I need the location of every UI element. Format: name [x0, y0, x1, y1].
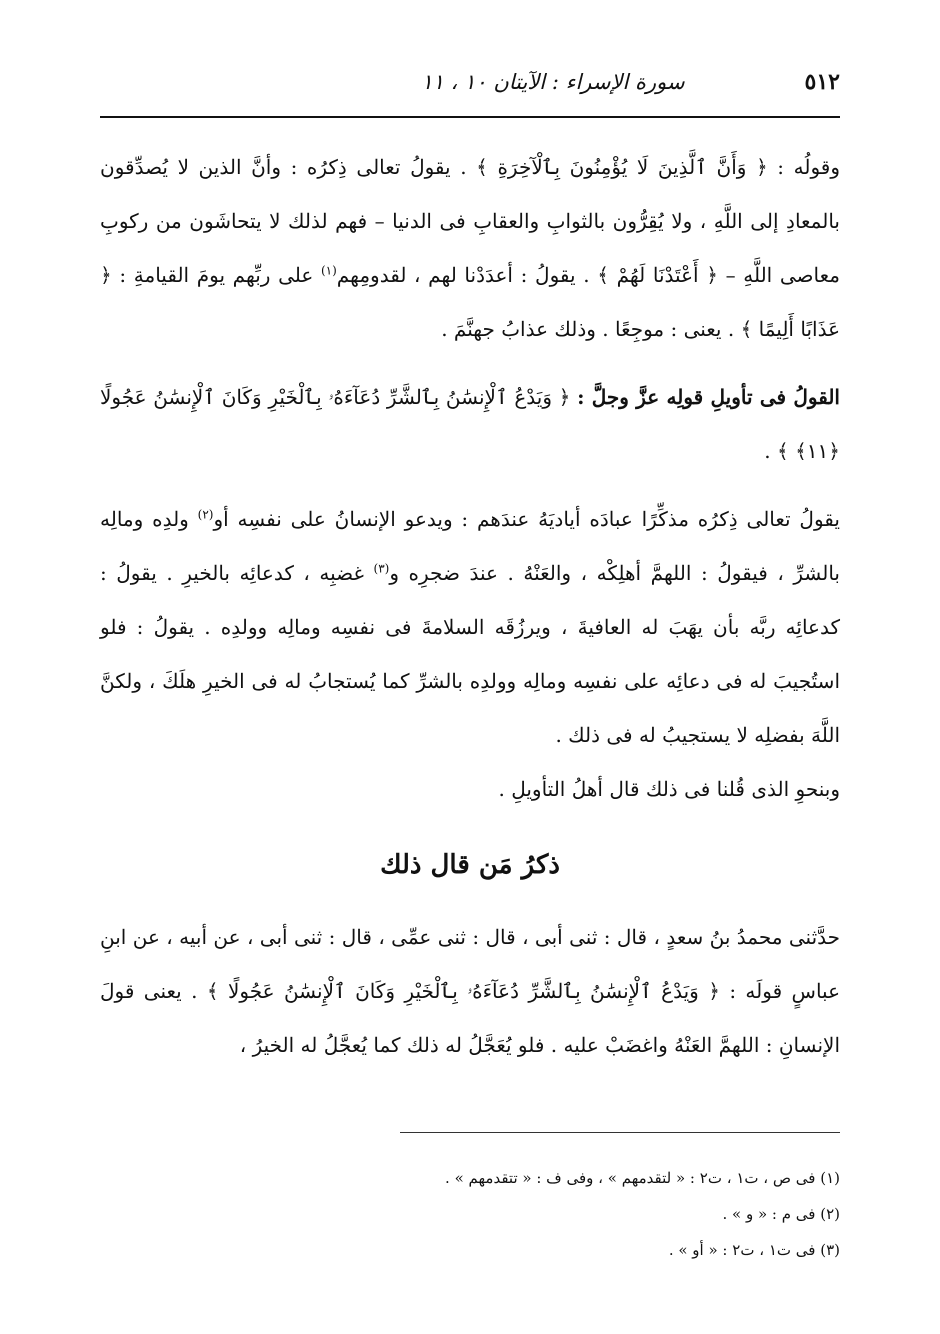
paragraph-2 — [100, 370, 840, 478]
paragraph-1 — [100, 140, 840, 356]
paragraph-3-b: ولدِه ومالِه بالشرِّ ، فيقولُ : اللهمَّ أهلِكْه ، والعَنْهُ . عندَ ضجرِه و — [100, 507, 840, 585]
running-title: سورة الإسراء : الآيتان ١٠ ، ١١ — [421, 70, 685, 94]
footnote-rule — [400, 1132, 840, 1133]
footnote-1: (١) فى ص ، ت١ ، ت٢ : « لتقدمهم » ، وفى ف : « تتقدمهم » . — [445, 1169, 840, 1187]
footnotes — [100, 1160, 840, 1268]
quran-verse-2: ﴿ وَيَدْعُ ٱلْإِنسَٰنُ بِٱلشَّرِّ دُعَآءَهُۥ بِٱلْخَيْرِ وَكَانَ ٱلْإِنسَٰنُ عَجُولًا ﴾ . — [191, 979, 730, 1003]
paragraph-5-a: حدَّثنى محمدُ بنُ سعدٍ ، قال : ثنى أبى ، قال : ثنى عمِّى ، قال : ثنى أبى ، عن أبيه ، عن ابنِ عباسٍ قولَه : — [100, 925, 841, 1003]
paragraph-1-end: على ربِّهم يومَ القيامةِ : ﴿ عَذَابًا أَلِيمًا ﴾ . يعنى : موجِعًا . وذلك عذابُ جهنَّمَ . — [100, 263, 840, 341]
quran-verse: ﴿ وَيَدْعُ ٱلْإِنسَٰنُ بِٱلشَّرِّ دُعَآءَهُۥ بِٱلْخَيْرِ وَكَانَ ٱلْإِنسَٰنُ عَجُولًا ﴿١١﴾ ﴾ . — [100, 385, 840, 463]
footnote-3: (٣) فى ت١ ، ت٢ : « أو » . — [668, 1241, 840, 1259]
paragraph-3-c: غضبِه ، كدعائِه بالخيرِ . يقولُ : كدعائِه ربَّه بأن يهَبَ له العافيةَ ، ويرزُقَه السلامةَ فى نفسِه ومالِه وولدِه . يقولُ : فلو استُجيبَ له فى دعائِه على نفسِه ومالِه وولدِه بالشرِّ كما يُستجابُ له فى الخيرِ هلَكَ ، ولكنَّ اللَّهَ بفضلِه لا يستجيبُ له فى ذلك . — [100, 561, 840, 747]
paragraph-3-a: يقولُ تعالى ذِكرُه مذكِّرًا عبادَه أياديَهُ عندَهم : ويدعو الإنسانُ على نفسِه أو — [213, 507, 840, 531]
paragraph-5 — [100, 910, 840, 1072]
footnote-ref-2: (٢) — [197, 507, 214, 522]
page-header — [100, 62, 840, 102]
tafsir-heading: القولُ فى تأويلِ قولِه عزَّ وجلَّ : — [577, 385, 840, 409]
footnote-ref-1: (١) — [320, 263, 337, 278]
paragraph-5-b: يعنى قولَ الإنسانِ : اللهمَّ العَنْهُ واغضَبْ عليه . فلو يُعَجَّلُ له ذلك كما يُعجَّلُ له الخيرُ ، — [100, 979, 840, 1057]
header-rule — [100, 116, 840, 118]
page-number: ٥١٢ — [804, 69, 840, 95]
paragraph-3 — [100, 492, 840, 762]
paragraph-1-text: وقولُه : ﴿ وَأَنَّ ٱلَّذِينَ لَا يُؤْمِنُونَ بِٱلْآخِرَةِ ﴾ . يقولُ تعالى ذِكرُه : وأنَّ الذين لا يُصدِّقون بالمعادِ إلى اللَّهِ ، ولا يُقِرُّون بالثوابِ والعقابِ فى الدنيا – فهم لذلك لا يتحاشَون من ركوبِ معاصى اللَّهِ – ﴿ أَعْتَدْنَا لَهُمْ ﴾ . يقولُ : أعدَدْنا لهم ، لقدومِهم — [100, 155, 840, 287]
paragraph-4: وبنحوِ الذى قُلنا فى ذلك قال أهلُ التأويلِ . — [498, 777, 840, 801]
footnote-2: (٢) فى م : « و » . — [722, 1205, 840, 1223]
main-text — [100, 140, 840, 1072]
section-title: ذكرُ مَن قال ذلك — [380, 850, 560, 880]
footnote-ref-3: (٣) — [373, 561, 390, 576]
